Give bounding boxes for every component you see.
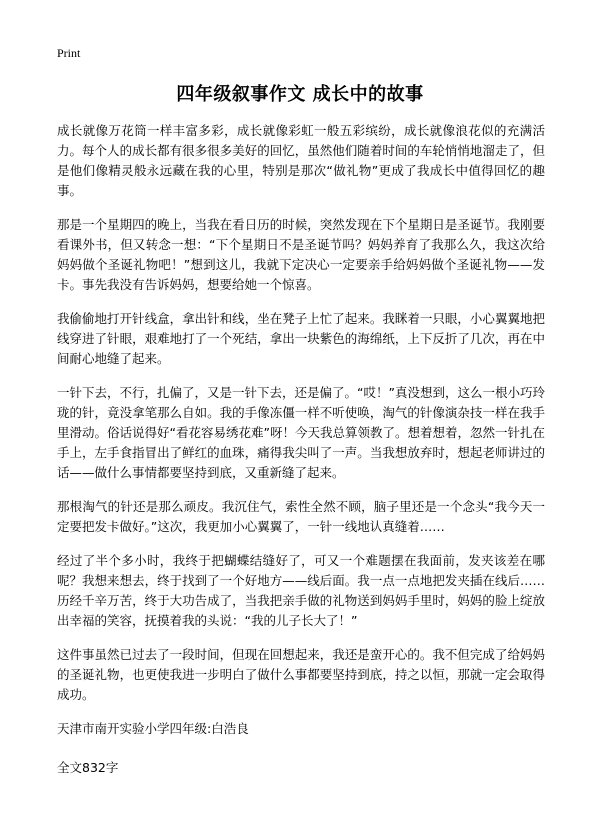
paragraph: 成长就像万花筒一样丰富多彩，成长就像彩虹一般五彩缤纷，成长就像浪花似的充满活力。每个人的成长都有很多很多美好的回忆，虽然他们随着时间的车轮悄悄地溜走了，但是他们像精灵般永远藏在我的心里，特别是那次“做礼物”更成了我成长中值得回忆的趣事。 xyxy=(57,123,545,198)
author-signature: 天津市南开实验小学四年级:白浩良 xyxy=(57,721,249,736)
print-link[interactable]: Print xyxy=(57,46,81,60)
paragraph: 这件事虽然已过去了一段时间，但现在回想起来，我还是蛮开心的。我不但完成了给妈妈的圣诞礼物，也更使我进一步明白了做什么事都要坚持到底，持之以恒，那就一定会取得成功。 xyxy=(57,647,545,702)
paragraph: 经过了半个多小时，我终于把蝴蝶结缝好了，可又一个难题摆在我面前，发夹该差在哪呢？我想来想去，终于找到了一个好地方——线后面。我一点一点地把发夹插在线后……历经千辛万苦，终于大功告成了，当我把亲手做的礼物送到妈妈手里时，妈妈的脸上绽放出幸福的笑容，抚摸着我的头说：“我的儿子长大了！” xyxy=(57,553,545,628)
article-body xyxy=(57,121,545,778)
paragraph: 我偷偷地打开针线盒，拿出针和线，坐在凳子上忙了起来。我眯着一只眼，小心翼翼地把线穿进了针眼，艰难地打了一个死结，拿出一块紫色的海绵纸，上下反折了几次，再在中间耐心地缝了起来。 xyxy=(57,311,545,366)
paragraph: 那是一个星期四的晚上，当我在看日历的时候，突然发现在下个星期日是圣诞节。我刚要看课外书，但又转念一想：“下个星期日不是圣诞节吗？妈妈养育了我那么久，我这次给妈妈做个圣诞礼物吧！”想到这儿，我就下定决心一定要亲手给妈妈做个圣诞礼物——发卡。事先我没有告诉妈妈，想要给她一个惊喜。 xyxy=(57,217,545,292)
article-title: 四年级叙事作文 成长中的故事 xyxy=(176,84,424,105)
paragraph: 那根淘气的针还是那么顽皮。我沉住气，索性全然不顾，脑子里还是一个念头“我今天一定要把发卡做好。”这次，我更加小心翼翼了，一针一线地认真缝着…… xyxy=(57,499,545,534)
paragraph: 一针下去，不行，扎偏了，又是一针下去，还是偏了。“哎！”真没想到，这么一根小巧玲珑的针，竟没拿笔那么自如。我的手像冻僵一样不听使唤，淘气的针像演杂技一样在我手里滑动。俗话说得好“看花容易绣花难”呀！今天我总算领教了。想着想着，忽然一针扎在手上，左手食指冒出了鲜红的血珠，痛得我尖叫了一声。当我想放弃时，想起老师讲过的话——做什么事情都要坚持到底，又重新缝了起来。 xyxy=(57,385,545,480)
word-count: 全文832字 xyxy=(57,760,119,775)
